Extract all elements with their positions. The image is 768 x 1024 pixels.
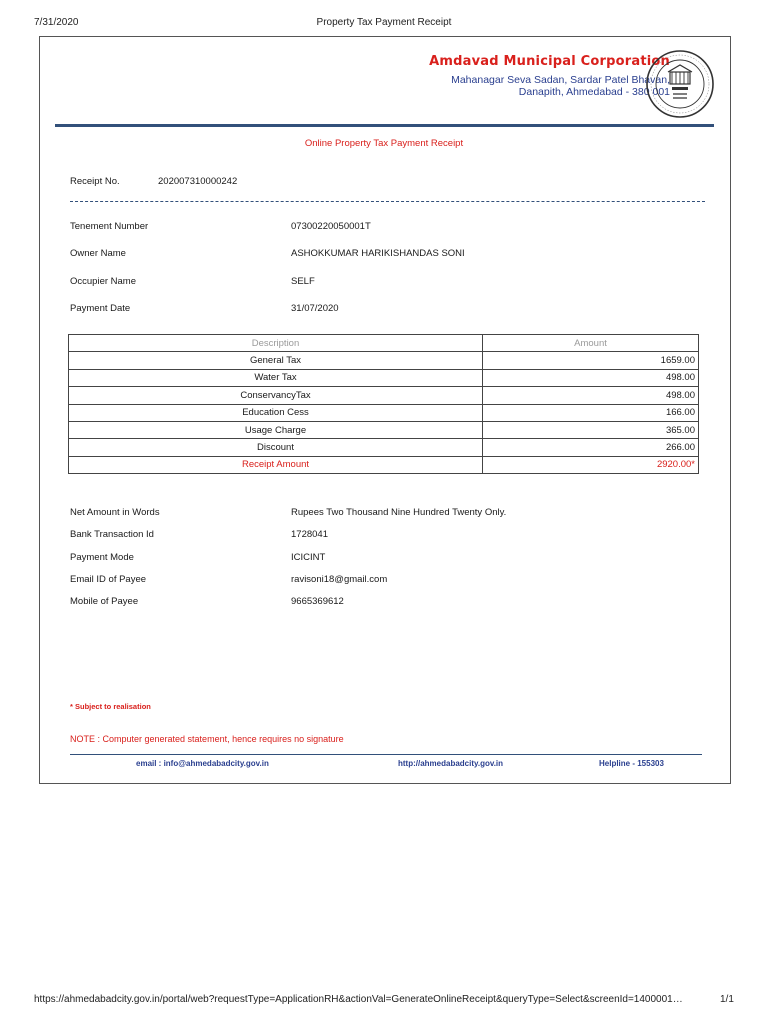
payment-value: 1728041 — [291, 529, 328, 540]
payment-value: ICICINT — [291, 552, 326, 563]
tax-description: ConservancyTax — [69, 387, 483, 404]
tax-amount: 1659.00 — [483, 352, 699, 369]
signature-note: NOTE : Computer generated statement, hence requires no signature — [70, 734, 344, 744]
org-address-line1: Mahanagar Seva Sadan, Sardar Patel Bhavan, — [451, 74, 670, 86]
tax-amount: 266.00 — [483, 439, 699, 456]
detail-label: Occupier Name — [70, 276, 136, 287]
org-address-line2: Danapith, Ahmedabad - 380 001 — [518, 86, 670, 98]
detail-label: Owner Name — [70, 248, 126, 259]
footer-helpline: Helpline - 155303 — [599, 759, 664, 768]
footer-email-link[interactable]: email : info@ahmedabadcity.gov.in — [136, 759, 269, 768]
total-amount: 2920.00* — [483, 456, 699, 473]
org-name: Amdavad Municipal Corporation — [429, 54, 670, 69]
tax-amount: 365.00 — [483, 421, 699, 438]
tax-table — [68, 334, 699, 474]
table-row — [69, 352, 699, 369]
table-row — [69, 404, 699, 421]
payment-label: Payment Mode — [70, 552, 134, 563]
table-row — [69, 387, 699, 404]
payment-label: Email ID of Payee — [70, 574, 147, 585]
header-divider — [55, 124, 714, 127]
payment-label: Net Amount in Words — [70, 507, 160, 518]
detail-label: Tenement Number — [70, 221, 149, 232]
detail-value: 31/07/2020 — [291, 303, 339, 314]
table-header-row — [69, 335, 699, 352]
tax-description: Usage Charge — [69, 421, 483, 438]
detail-value: 07300220050001T — [291, 221, 371, 232]
payment-value: 9665369612 — [291, 596, 344, 607]
tax-description: Discount — [69, 439, 483, 456]
payment-value: Rupees Two Thousand Nine Hundred Twenty Only. — [291, 507, 507, 518]
receipt-no-label: Receipt No. — [70, 176, 120, 187]
detail-value: SELF — [291, 276, 315, 287]
footer-divider — [70, 754, 702, 755]
payment-label: Mobile of Payee — [70, 596, 139, 607]
tax-amount: 498.00 — [483, 369, 699, 386]
dashed-divider — [70, 201, 705, 202]
tax-description: Education Cess — [69, 404, 483, 421]
print-title: Property Tax Payment Receipt — [316, 17, 452, 28]
tax-description: General Tax — [69, 352, 483, 369]
payment-value: ravisoni18@gmail.com — [291, 574, 388, 585]
tax-description: Water Tax — [69, 369, 483, 386]
print-date: 7/31/2020 — [34, 17, 79, 28]
subject-note: * Subject to realisation — [70, 702, 151, 711]
column-header-description: Description — [69, 335, 483, 352]
tax-amount: 166.00 — [483, 404, 699, 421]
tax-amount: 498.00 — [483, 387, 699, 404]
footer-website-link[interactable]: http://ahmedabadcity.gov.in — [398, 759, 504, 768]
table-row — [69, 369, 699, 386]
print-page-number: 1/1 — [720, 994, 734, 1005]
column-header-amount: Amount — [483, 335, 699, 352]
table-row — [69, 421, 699, 438]
table-row — [69, 439, 699, 456]
table-total-row — [69, 456, 699, 473]
detail-label: Payment Date — [70, 303, 131, 314]
payment-label: Bank Transaction Id — [70, 529, 154, 540]
amc-seal-icon — [643, 49, 717, 119]
print-url: https://ahmedabadcity.gov.in/portal/web?requestType=ApplicationRH&actionVal=GenerateOnlineReceipt&queryType=Select&screenId=1400001… — [34, 994, 683, 1005]
receipt-no-value: 202007310000242 — [158, 176, 238, 187]
total-label: Receipt Amount — [69, 456, 483, 473]
detail-value: ASHOKKUMAR HARIKISHANDAS SONI — [291, 248, 465, 259]
receipt-title: Online Property Tax Payment Receipt — [304, 138, 464, 149]
